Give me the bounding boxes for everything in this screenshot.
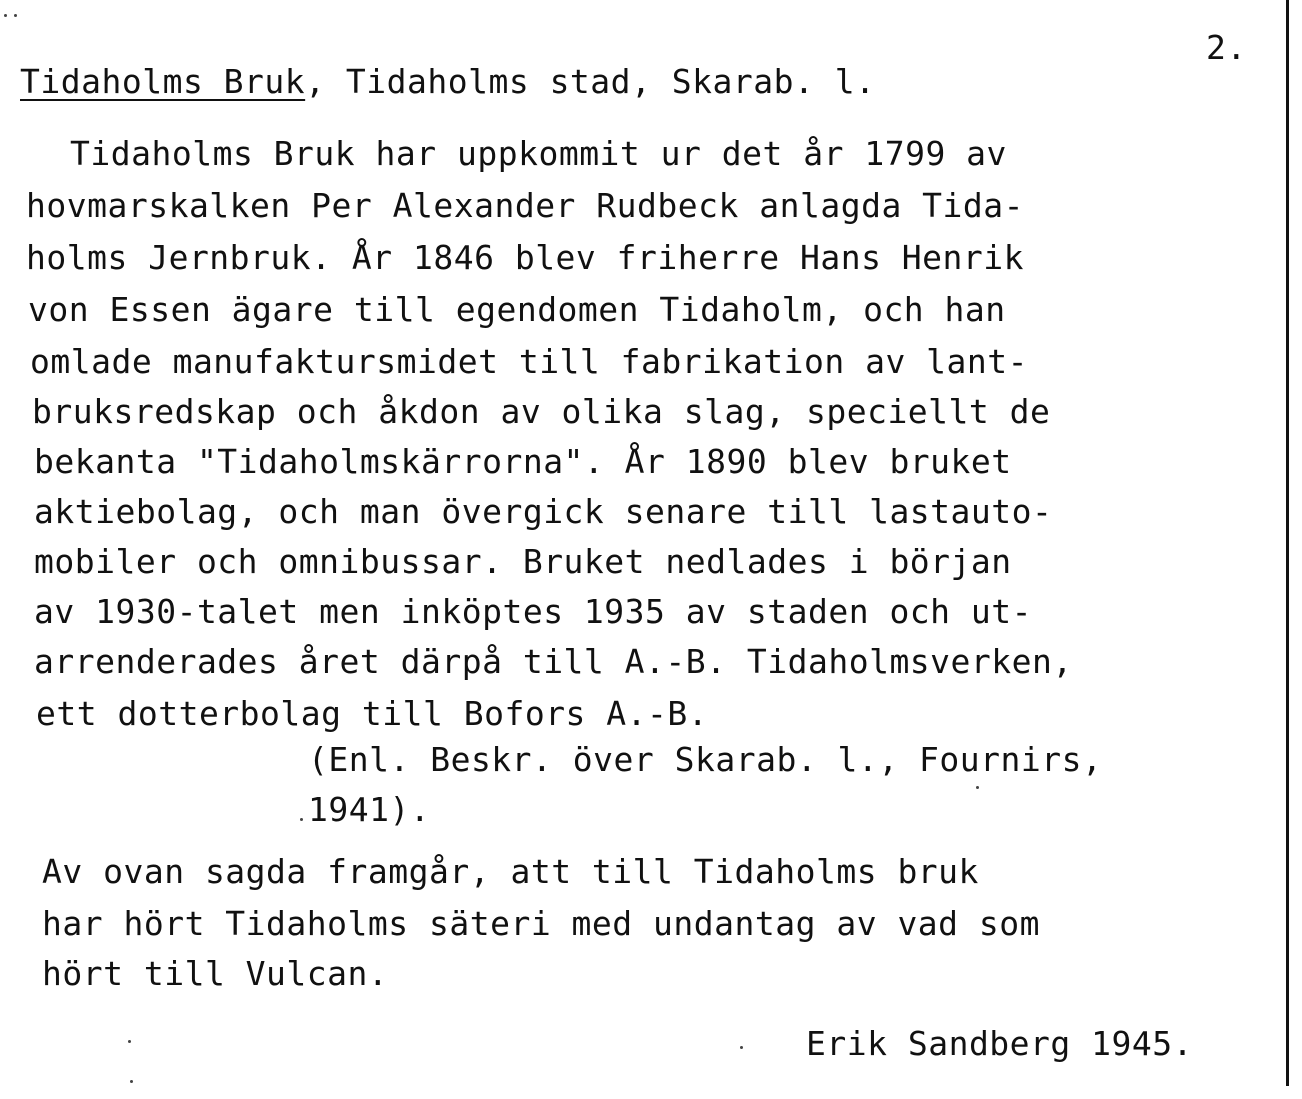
text-line: aktiebolag, och man övergick senare till lastauto-: [34, 492, 1053, 531]
text-line: har hört Tidaholms säteri med undantag av vad som: [42, 904, 1041, 943]
document-heading: [20, 56, 875, 108]
text-line: av 1930-talet men inköptes 1935 av staden och ut-: [34, 592, 1033, 631]
right-margin-rule: [1286, 0, 1289, 1086]
heading-title: Tidaholms Bruk: [20, 62, 306, 101]
text-line: ett dotterbolag till Bofors A.-B.: [36, 694, 709, 733]
text-line: holms Jernbruk. År 1846 blev friherre Hans Henrik: [26, 238, 1025, 277]
text-line: hört till Vulcan.: [42, 954, 389, 993]
citation-line: (Enl. Beskr. över Skarab. l., Fournirs,: [308, 740, 1103, 779]
paper-speck: [976, 786, 979, 789]
text-line: bruksredskap och åkdon av olika slag, speciellt de: [32, 392, 1051, 431]
paper-speck: [130, 1080, 133, 1083]
paper-speck: [14, 14, 17, 17]
heading-location: , Tidaholms stad, Skarab. l.: [305, 62, 876, 101]
text-line: von Essen ägare till egendomen Tidaholm, och han: [28, 290, 1006, 329]
paper-speck: [740, 1046, 743, 1049]
paper-speck: [128, 1040, 131, 1043]
text-line: Tidaholms Bruk har uppkommit ur det år 1799 av: [70, 134, 1007, 173]
text-line: omlade manufaktursmidet till fabrikation av lant-: [30, 342, 1029, 381]
page-number: 2.: [1206, 28, 1247, 67]
citation-line: 1941).: [308, 790, 431, 829]
author-signature: Erik Sandberg 1945.: [806, 1024, 1193, 1063]
text-line: mobiler och omnibussar. Bruket nedlades i början: [34, 542, 1012, 581]
paper-speck: [300, 818, 303, 821]
text-line: hovmarskalken Per Alexander Rudbeck anlagda Tida-: [26, 186, 1025, 225]
text-line: Av ovan sagda framgår, att till Tidaholms bruk: [42, 852, 979, 891]
text-line: bekanta "Tidaholmskärrorna". År 1890 blev bruket: [34, 442, 1012, 481]
paper-speck: [4, 14, 7, 17]
text-line: arrenderades året därpå till A.-B. Tidaholmsverken,: [34, 642, 1073, 681]
